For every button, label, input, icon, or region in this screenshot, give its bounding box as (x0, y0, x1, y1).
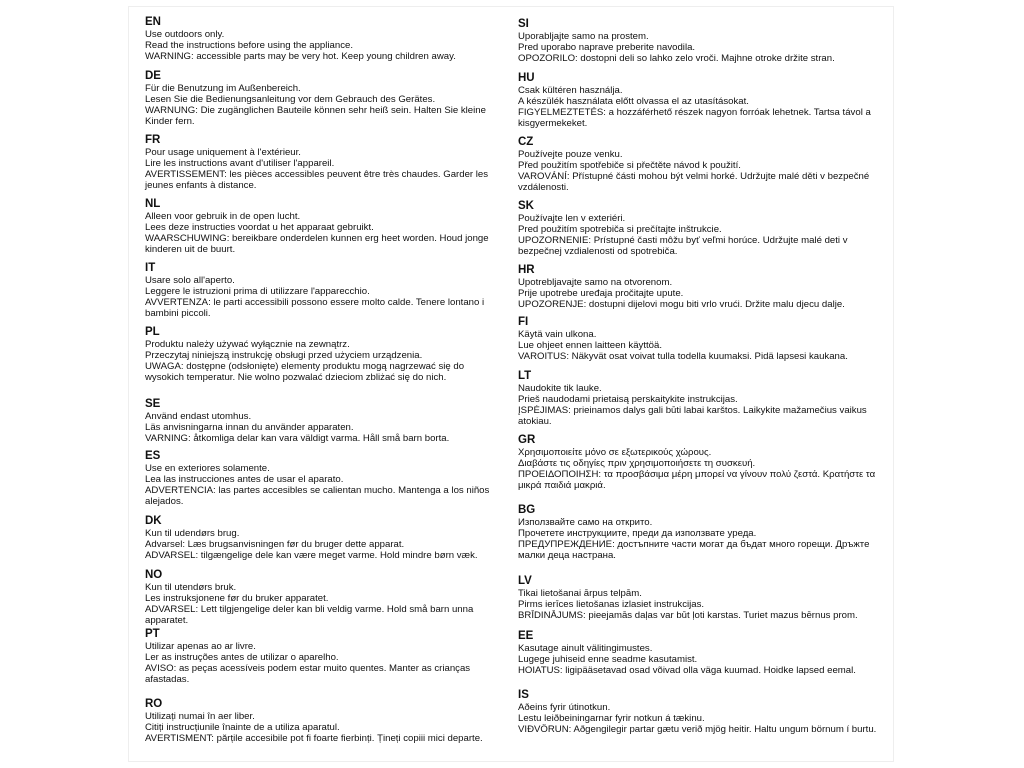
usage-line: Alleen voor gebruik in de open lucht. (145, 211, 301, 222)
lang-code: FR (145, 134, 161, 146)
warning-line: UWAGA: dostępne (odsłonięte) elementy produktu mogą nagrzewać się do wysokich temperatur. Nie wolno pozwalać dzieciom zbliżać się do nich. (145, 361, 465, 383)
lang-block-de (145, 70, 503, 127)
lang-code: EE (518, 630, 534, 642)
lang-code: IS (518, 689, 529, 701)
lang-code: IT (145, 262, 156, 274)
usage-line: Aðeins fyrir útinotkun. (518, 702, 611, 713)
usage-line: Csak kültéren használja. (518, 85, 623, 96)
lang-code: HR (518, 264, 535, 276)
instructions-line: Lue ohjeet ennen laitteen käyttöä. (518, 340, 663, 351)
usage-line: Utilizar apenas ao ar livre. (145, 641, 256, 652)
lang-code: FI (518, 316, 529, 328)
usage-line: Use outdoors only. (145, 29, 225, 40)
usage-line: Produktu należy używać wyłącznie na zewnątrz. (145, 339, 350, 350)
usage-line: Uporabljajte samo na prostem. (518, 31, 649, 42)
lang-block-no (145, 569, 503, 626)
lang-block-nl (145, 198, 503, 255)
instructions-line: Lees deze instructies voordat u het apparaat gebruikt. (145, 222, 374, 233)
usage-line: Upotrebljavajte samo na otvorenom. (518, 277, 673, 288)
lang-code: DK (145, 515, 162, 527)
instructions-line: Pred použitím spotrebiča si prečítajte inštrukcie. (518, 224, 722, 235)
usage-line: Používejte pouze venku. (518, 149, 623, 160)
lang-block-si (518, 18, 882, 64)
usage-line: Use en exteriores solamente. (145, 463, 270, 474)
instructions-line: Διαβάστε τις οδηγίες πριν χρησιμοποιήσετε τη συσκευή. (518, 458, 756, 469)
warning-line: VIÐVÖRUN: Aðgengilegir partar gætu verið mjög heitir. Haltu ungum börnum í burtu. (518, 724, 877, 735)
warning-line: VAROITUS: Näkyvät osat voivat tulla todella kuumaksi. Pidä lapsesi kaukana. (518, 351, 848, 362)
lang-code: LT (518, 370, 532, 382)
lang-block-cz (518, 136, 882, 193)
instructions-line: Lestu leiðbeiningarnar fyrir notkun á tækinu. (518, 713, 705, 724)
warning-line: WARNUNG: Die zugänglichen Bauteile können sehr heiß sein. Halten Sie kleine Kinder fern. (145, 105, 486, 127)
instructions-line: A készülék használata előtt olvassa el az utasításokat. (518, 96, 749, 107)
lang-code: ES (145, 450, 161, 462)
lang-block-dk (145, 515, 503, 561)
lang-block-gr (518, 434, 882, 491)
warning-line: BRĪDINĀJUMS: pieejamās daļas var būt ļoti karstas. Turiet mazus bērnus prom. (518, 610, 858, 621)
instructions-line: Prieš naudodami prietaisą perskaitykite instrukcijas. (518, 394, 738, 405)
usage-line: Naudokite tik lauke. (518, 383, 602, 394)
warning-line: AVISO: as peças acessíveis podem estar muito quentes. Manter as crianças afastadas. (145, 663, 471, 685)
lang-code: NO (145, 569, 163, 581)
lang-block-en (145, 16, 503, 62)
instructions-line: Pred uporabo naprave preberite navodila. (518, 42, 696, 53)
instructions-line: Lesen Sie die Bedienungsanleitung vor dem Gebrauch des Gerätes. (145, 94, 436, 105)
lang-block-lt (518, 370, 882, 427)
instructions-line: Ler as instruções antes de utilizar o aparelho. (145, 652, 339, 663)
warning-line: UPOZORENJE: dostupni dijelovi mogu biti vrlo vrući. Držite malu djecu dalje. (518, 299, 845, 310)
warning-line: ADVARSEL: tilgængelige dele kan være meget varme. Hold mindre børn væk. (145, 550, 478, 561)
lang-code: HU (518, 72, 535, 84)
lang-code: PT (145, 628, 160, 640)
lang-block-fr (145, 134, 503, 191)
instructions-line: Advarsel: Læs brugsanvisningen før du bruger dette apparat. (145, 539, 405, 550)
lang-code: SK (518, 200, 534, 212)
lang-block-it (145, 262, 503, 319)
usage-line: Χρησιμοποιείτε μόνο σε εξωτερικούς χώρους. (518, 447, 712, 458)
lang-block-sk (518, 200, 882, 257)
instructions-line: Lea las instrucciones antes de usar el aparato. (145, 474, 344, 485)
instructions-line: Прочетете инструкциите, преди да използвате уреда. (518, 528, 757, 539)
lang-block-is (518, 689, 882, 735)
warning-line: ĮSPĖJIMAS: prieinamos dalys gali būti labai karštos. Laikykite mažamečius vaikus atokiau. (518, 405, 867, 427)
usage-line: Kasutage ainult välitingimustes. (518, 643, 653, 654)
usage-line: Utilizați numai în aer liber. (145, 711, 255, 722)
instructions-line: Read the instructions before using the appliance. (145, 40, 353, 51)
warning-line: ADVARSEL: Lett tilgjengelige deler kan bli veldig varme. Hold små barn unna apparatet. (145, 604, 474, 626)
warning-line: AVVERTENZA: le parti accessibili possono essere molto calde. Tenere lontano i bambini piccoli. (145, 297, 485, 319)
warning-line: ПРЕДУПРЕЖДЕНИЕ: достъпните части могат да бъдат много горещи. Дръжте малки деца настрана. (518, 539, 870, 561)
lang-block-pl (145, 326, 503, 383)
warning-line: FIGYELMEZTETÉS: a hozzáférhető részek nagyon forróak lehetnek. Tartsa távol a kisgyermekeket. (518, 107, 871, 129)
lang-code: BG (518, 504, 536, 516)
lang-block-se (145, 398, 503, 444)
warning-line: OPOZORILO: dostopni deli so lahko zelo vroči. Majhne otroke držite stran. (518, 53, 835, 64)
lang-block-hu (518, 72, 882, 129)
lang-block-lv (518, 575, 882, 621)
lang-code: EN (145, 16, 161, 28)
usage-line: Използвайте само на открито. (518, 517, 653, 528)
instructions-line: Pirms ierīces lietošanas izlasiet instrukcijas. (518, 599, 705, 610)
lang-block-hr (518, 264, 882, 310)
lang-code: GR (518, 434, 536, 446)
usage-line: Använd endast utomhus. (145, 411, 252, 422)
lang-code: NL (145, 198, 161, 210)
lang-block-es (145, 450, 503, 507)
instructions-line: Lire les instructions avant d'utiliser l'appareil. (145, 158, 335, 169)
lang-block-pt (145, 628, 503, 685)
usage-line: Tikai lietošanai ārpus telpām. (518, 588, 642, 599)
warning-line: AVERTISMENT: părțile accesibile pot fi foarte fierbinți. Țineți copiii mici departe. (145, 733, 483, 744)
instructions-line: Citiți instrucțiunile înainte de a utiliza aparatul. (145, 722, 340, 733)
lang-code: SI (518, 18, 529, 30)
warning-line: UPOZORNENIE: Prístupné časti môžu byť veľmi horúce. Udržujte malé deti v bezpečnej vzdialenosti od spotrebiča. (518, 235, 848, 257)
lang-block-fi (518, 316, 882, 362)
instructions-line: Leggere le istruzioni prima di utilizzare l'apparecchio. (145, 286, 370, 297)
lang-code: RO (145, 698, 163, 710)
warning-line: ΠΡΟΕΙΔΟΠΟΙΗΣΗ: τα προσβάσιμα μέρη μπορεί να γίνουν πολύ ζεστά. Κρατήστε τα μικρά παιδιά μακριά. (518, 469, 876, 491)
usage-line: Kun til udendørs brug. (145, 528, 240, 539)
warning-line: HOIATUS: ligipääsetavad osad võivad olla väga kuumad. Hoidke lapsed eemal. (518, 665, 856, 676)
warning-line: AVERTISSEMENT: les pièces accessibles peuvent être très chaudes. Garder les jeunes enfants à distance. (145, 169, 489, 191)
instructions-line: Läs anvisningarna innan du använder apparaten. (145, 422, 354, 433)
lang-code: SE (145, 398, 161, 410)
lang-block-ro (145, 698, 503, 744)
lang-block-bg (518, 504, 882, 561)
lang-block-ee (518, 630, 882, 676)
instructions-line: Lugege juhiseid enne seadme kasutamist. (518, 654, 698, 665)
lang-code: LV (518, 575, 532, 587)
instructions-line: Les instruksjonene før du bruker apparatet. (145, 593, 329, 604)
warning-line: VARNING: åtkomliga delar kan vara väldigt varma. Håll små barn borta. (145, 433, 450, 444)
usage-line: Pour usage uniquement à l'extérieur. (145, 147, 301, 158)
warning-line: VAROVÁNÍ: Přístupné části mohou být velmi horké. Udržujte malé děti v bezpečné vzdálenosti. (518, 171, 870, 193)
usage-line: Käytä vain ulkona. (518, 329, 597, 340)
warning-line: WARNING: accessible parts may be very hot. Keep young children away. (145, 51, 456, 62)
instructions-line: Przeczytaj niniejszą instrukcję obsługi przed użyciem urządzenia. (145, 350, 423, 361)
usage-line: Usare solo all'aperto. (145, 275, 235, 286)
instructions-line: Před použitím spotřebiče si přečtěte návod k použití. (518, 160, 741, 171)
usage-line: Kun til utendørs bruk. (145, 582, 237, 593)
lang-code: CZ (518, 136, 534, 148)
lang-code: PL (145, 326, 160, 338)
usage-line: Für die Benutzung im Außenbereich. (145, 83, 301, 94)
lang-code: DE (145, 70, 161, 82)
warning-line: ADVERTENCIA: las partes accesibles se calientan mucho. Mantenga a los niños alejados. (145, 485, 490, 507)
instructions-line: Prije upotrebe uređaja pročitajte upute. (518, 288, 684, 299)
warning-line: WAARSCHUWING: bereikbare onderdelen kunnen erg heet worden. Houd jonge kinderen uit de buurt. (145, 233, 489, 255)
usage-line: Používajte len v exteriéri. (518, 213, 626, 224)
